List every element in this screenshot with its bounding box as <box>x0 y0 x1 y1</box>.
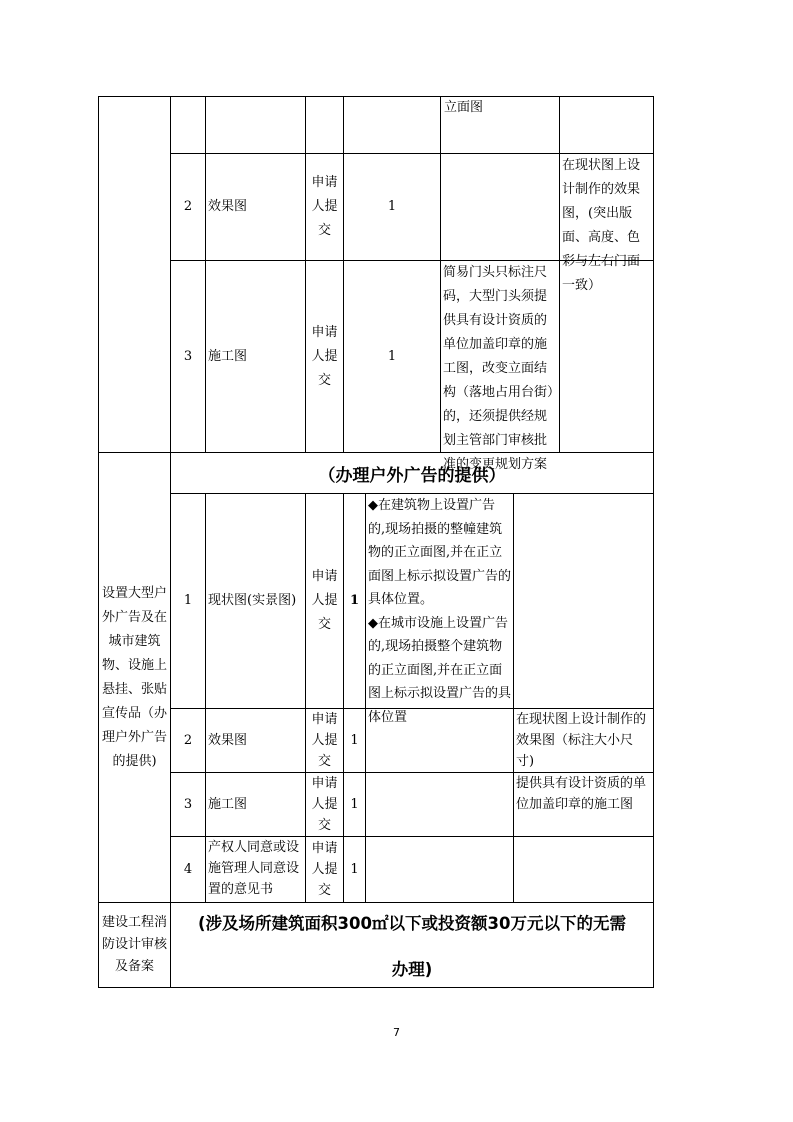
description-paragraph: ◆在建筑物上设置广告的,现场拍摄的整幢建筑物的正立面图,并在正立面图上标示拟设置广告的具体位置。 <box>368 498 512 607</box>
section-header-outdoor-ad: （办理户外广告的提供） <box>318 465 506 486</box>
item-quantity: 1 <box>387 199 397 214</box>
page-number: 7 <box>393 1026 400 1039</box>
item-quantity: 1 <box>349 593 360 608</box>
item-remark: 在现状图上设计制作的效果图（标注大小尺寸) <box>516 712 647 769</box>
item-quantity: 1 <box>350 732 359 748</box>
item-source: 申请人提交 <box>311 841 338 898</box>
col-line <box>559 96 560 453</box>
table-border-top <box>98 96 654 97</box>
item-remark: 在现状图上设计制作的效果图，(突出版面、高度、色彩与左右门面一致） <box>562 158 641 293</box>
item-source: 申请人提交 <box>311 776 338 833</box>
item-number: 2 <box>183 732 193 748</box>
item-name: 效果图 <box>208 732 248 748</box>
item-number: 2 <box>183 199 193 214</box>
item-source: 申请人提交 <box>311 712 338 769</box>
category-cell-outdoor-ad: 设置大型户外广告及在城市建筑物、设施上悬挂、张贴宣传品（办理户外广告的提供) <box>101 585 167 769</box>
category-cell-fire-review: 建设工程消防设计审核及备案 <box>101 915 167 974</box>
item-number: 3 <box>183 796 193 812</box>
item-source: 申请人提交 <box>311 569 338 632</box>
desc-cell-elevation: 立面图 <box>444 100 484 115</box>
item-remark: 提供具有设计资质的单位加盖印章的施工图 <box>516 776 647 812</box>
description-paragraph: ◆在城市设施上设置广告的,现场拍摄整个建筑物的正立面图,并在正立面图上标示拟设置广告的具体位置 <box>368 615 512 725</box>
table-border-right <box>653 96 654 988</box>
item-quantity: 1 <box>350 861 359 877</box>
item-name: 施工图 <box>208 348 248 364</box>
item-quantity: 1 <box>350 796 359 812</box>
fire-review-note-line2: 办理) <box>391 960 433 979</box>
item-source: 申请人提交 <box>311 324 338 388</box>
item-name: 现状图(实景图) <box>208 593 297 608</box>
item-number: 3 <box>183 348 193 364</box>
item-source: 申请人提交 <box>311 175 338 238</box>
table-border-bottom <box>98 987 654 988</box>
item-name: 效果图 <box>208 199 248 214</box>
item-name: 产权人同意或设施管理人同意设置的意见书 <box>208 840 300 897</box>
item-quantity: 1 <box>387 348 397 364</box>
item-number: 1 <box>183 593 193 608</box>
item-description: 简易门头只标注尺码，大型门头须提供具有设计资质的单位加盖印章的施工图，改变立面结构（落地占用台街）的，还须提供经规划主管部门审核批准的变更规划方案 <box>443 265 554 472</box>
item-name: 施工图 <box>208 796 248 812</box>
item-number: 4 <box>183 861 193 877</box>
col-line <box>513 493 514 903</box>
row-line <box>98 902 654 903</box>
fire-review-note-line1: (涉及场所建筑面积300㎡以下或投资额30万元以下的无需 <box>198 914 626 933</box>
item-description <box>366 494 513 725</box>
